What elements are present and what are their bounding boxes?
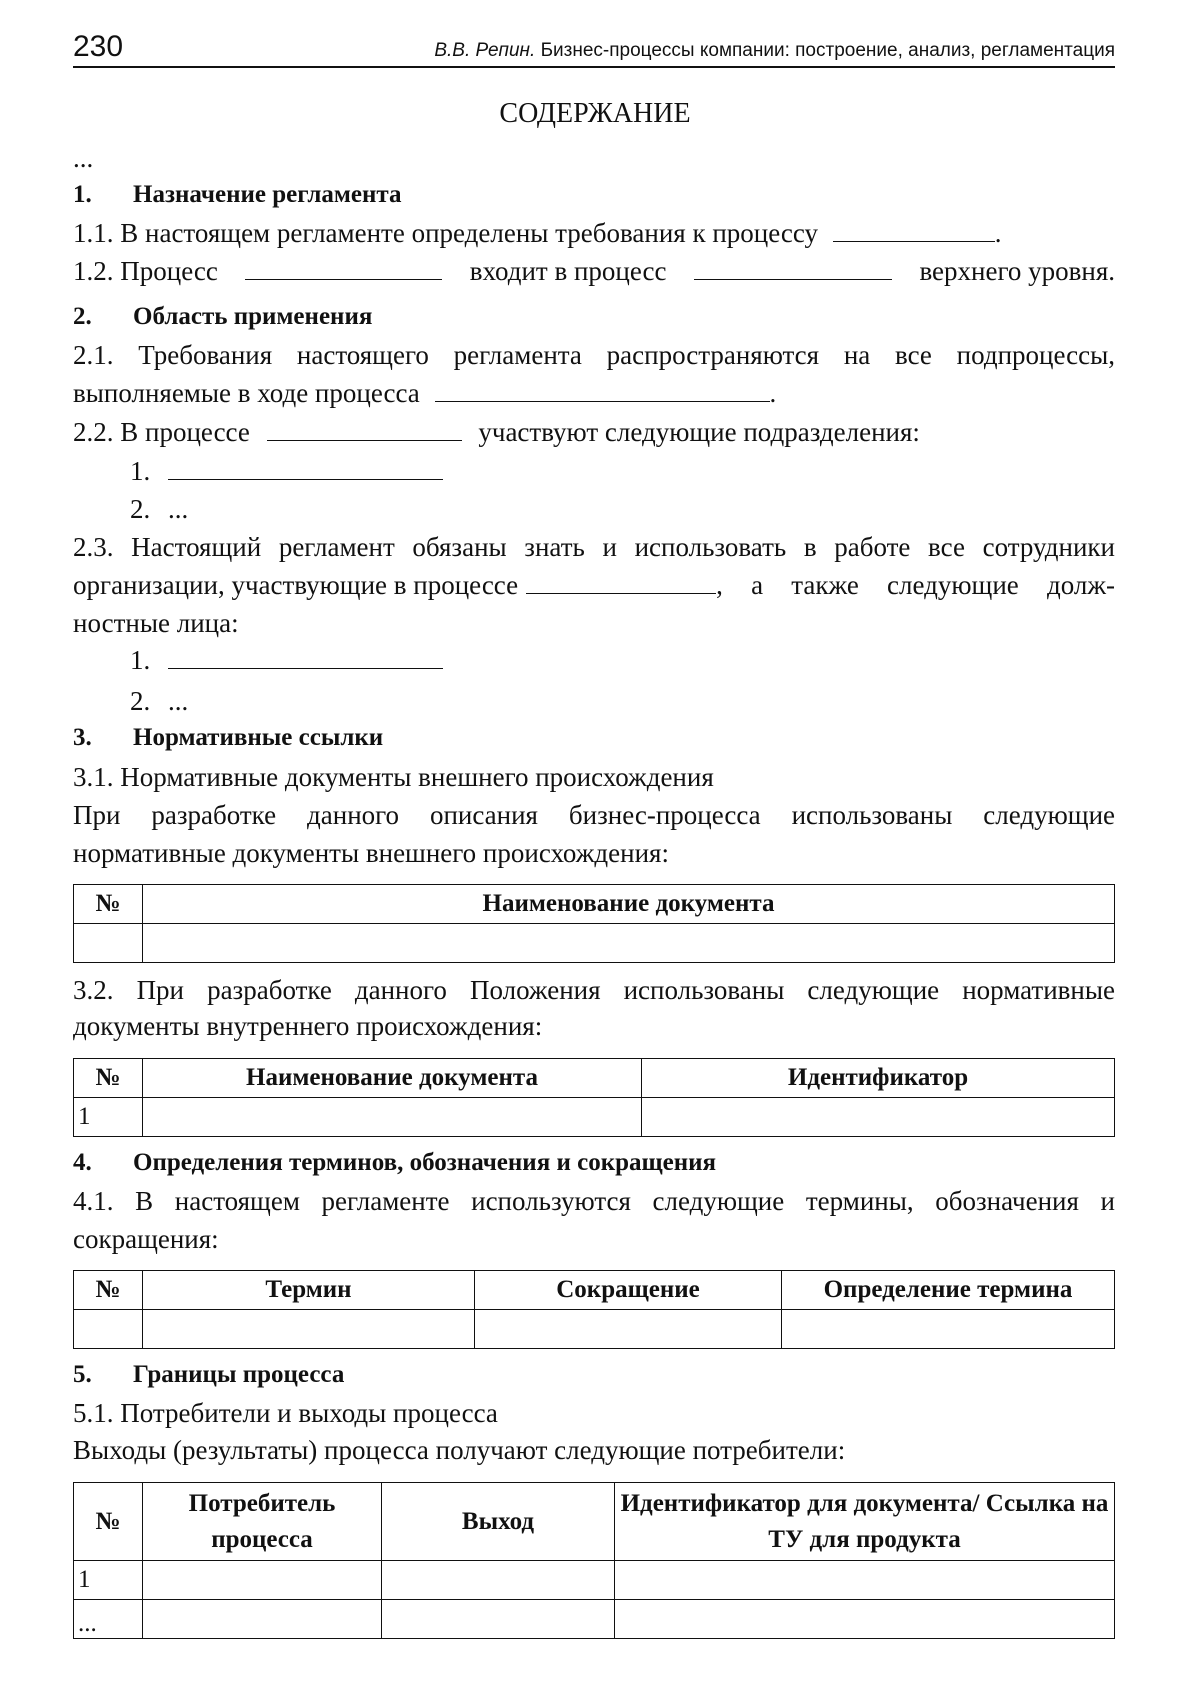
book-title: Бизнес-процессы компании: построение, анализ, регламентация — [540, 40, 1115, 61]
col-header: Потребитель процесса — [143, 1483, 382, 1561]
table-cell — [143, 1600, 382, 1639]
author: В.В. Репин. — [434, 40, 536, 61]
text: ... — [168, 686, 189, 716]
col-header: № — [74, 1059, 143, 1098]
list-item — [130, 491, 1172, 527]
col-header: Наименование документа — [143, 1059, 642, 1098]
table-cell — [382, 1561, 615, 1600]
text: . — [994, 218, 1002, 248]
list-number: 1. — [130, 645, 151, 675]
text: участвуют следующие подразделения: — [478, 417, 920, 447]
col-header: № — [74, 1271, 143, 1310]
list-item — [130, 683, 1172, 719]
section-number: 1. — [73, 181, 92, 208]
text: выполняемые в ходе процесса — [73, 378, 420, 408]
section-5-heading — [73, 1357, 1115, 1393]
col-header: № — [74, 1483, 143, 1561]
section-number: 2. — [73, 303, 92, 330]
para-4-1-line: сокращения: — [73, 1224, 219, 1254]
section-1-heading — [73, 177, 1115, 213]
list-number: 1. — [130, 456, 151, 486]
text: 1.1. В настоящем регламенте определены требования к процессу — [73, 218, 819, 248]
para-2-3-line: ностные лица: — [73, 608, 239, 638]
section-title: Назначение регламента — [133, 181, 402, 208]
section-title: Нормативные ссылки — [133, 724, 384, 751]
para-1-1 — [73, 215, 1115, 251]
page-number: 230 — [73, 30, 124, 63]
col-header: Термин — [143, 1271, 475, 1310]
table-row — [74, 1561, 1115, 1600]
list-number: 2. — [130, 494, 151, 524]
para-2-1-line — [73, 375, 1115, 411]
table-cell — [782, 1310, 1115, 1349]
col-header: Определение термина — [782, 1271, 1115, 1310]
ellipsis: ... — [73, 143, 94, 173]
para-5-1-line: Выходы (результаты) процесса получают следующие потребители: — [73, 1435, 846, 1465]
text: 1.2. Процесс — [73, 256, 218, 286]
text: . — [769, 378, 777, 408]
text: 2.2. В процессе — [73, 417, 250, 447]
table-cell — [382, 1600, 615, 1639]
para-3-2-line: документы внутреннего происхождения: — [73, 1011, 543, 1041]
para-3-1-line: нормативные документы внешнего происхождения: — [73, 838, 669, 868]
col-header: Идентификатор — [642, 1059, 1115, 1098]
section-3-heading — [73, 720, 1115, 756]
table-cell — [143, 1561, 382, 1600]
page-title: СОДЕРЖАНИЕ — [499, 98, 691, 129]
blank-field — [526, 569, 716, 594]
text: организации, участвующие в процессе — [73, 570, 519, 600]
section-2-heading — [73, 299, 1115, 335]
blank-field — [694, 255, 892, 280]
para-5-1: 5.1. Потребители и выходы процесса — [73, 1398, 498, 1428]
section-title: Определения терминов, обозначения и сокращения — [133, 1149, 717, 1176]
table-cell — [475, 1310, 782, 1349]
blank-field — [435, 377, 770, 402]
table-cell — [143, 1098, 642, 1137]
table-cell — [615, 1561, 1115, 1600]
table-cell — [615, 1600, 1115, 1639]
col-header: Выход — [382, 1483, 615, 1561]
section-4-heading — [73, 1145, 1115, 1181]
section-title: Область применения — [133, 303, 373, 330]
internal-docs-table — [73, 1058, 1115, 1137]
text: входит в процесс — [469, 256, 667, 286]
blank-field — [267, 416, 462, 441]
table-cell: 1 — [74, 1098, 143, 1137]
section-number: 5. — [73, 1361, 92, 1388]
table-cell — [642, 1098, 1115, 1137]
section-number: 4. — [73, 1149, 92, 1176]
table-row — [74, 1600, 1115, 1639]
running-header — [434, 40, 1115, 62]
col-header: Идентификатор для документа/ Ссылка на ТУ для продукта — [615, 1483, 1115, 1561]
text: верхнего уровня. — [919, 256, 1115, 286]
table-cell: 1 — [74, 1561, 143, 1600]
text: , а также следующие долж- — [716, 570, 1115, 600]
table-cell — [74, 1310, 143, 1349]
table-cell — [143, 924, 1115, 963]
text: ... — [168, 494, 189, 524]
col-header: Наименование документа — [143, 885, 1115, 924]
para-4-1-line: 4.1. В настоящем регламенте используются следующие термины, обозначения и — [73, 1186, 1115, 1216]
para-3-1: 3.1. Нормативные документы внешнего происхождения — [73, 762, 714, 792]
table-cell: ... — [74, 1600, 143, 1639]
para-3-1-line: При разработке данного описания бизнес-процесса использованы следующие — [73, 800, 1115, 830]
para-2-2 — [73, 414, 1115, 450]
para-3-2-line: 3.2. При разработке данного Положения использованы следующие нормативные — [73, 975, 1115, 1005]
list-number: 2. — [130, 686, 151, 716]
section-number: 3. — [73, 724, 92, 751]
list-item — [130, 642, 1172, 678]
external-docs-table — [73, 884, 1115, 963]
para-1-2 — [73, 253, 1115, 289]
section-title: Границы процесса — [133, 1361, 345, 1388]
para-2-3-line — [73, 567, 1115, 603]
col-header: Сокращение — [475, 1271, 782, 1310]
header-rule — [73, 66, 1115, 68]
table-row — [74, 1098, 1115, 1137]
para-2-1-line: 2.1. Требования настоящего регламента распространяются на все подпроцессы, — [73, 340, 1115, 370]
terms-table — [73, 1270, 1115, 1349]
blank-field — [833, 217, 995, 242]
consumers-table — [73, 1482, 1115, 1639]
col-header: № — [74, 885, 143, 924]
table-row — [74, 1310, 1115, 1349]
table-row — [74, 924, 1115, 963]
table-cell — [74, 924, 143, 963]
list-item — [130, 453, 1172, 489]
blank-field — [168, 455, 443, 480]
table-cell — [143, 1310, 475, 1349]
para-2-3-line: 2.3. Настоящий регламент обязаны знать и использовать в работе все сотрудники — [73, 532, 1115, 562]
blank-field — [245, 255, 442, 280]
blank-field — [168, 644, 443, 669]
